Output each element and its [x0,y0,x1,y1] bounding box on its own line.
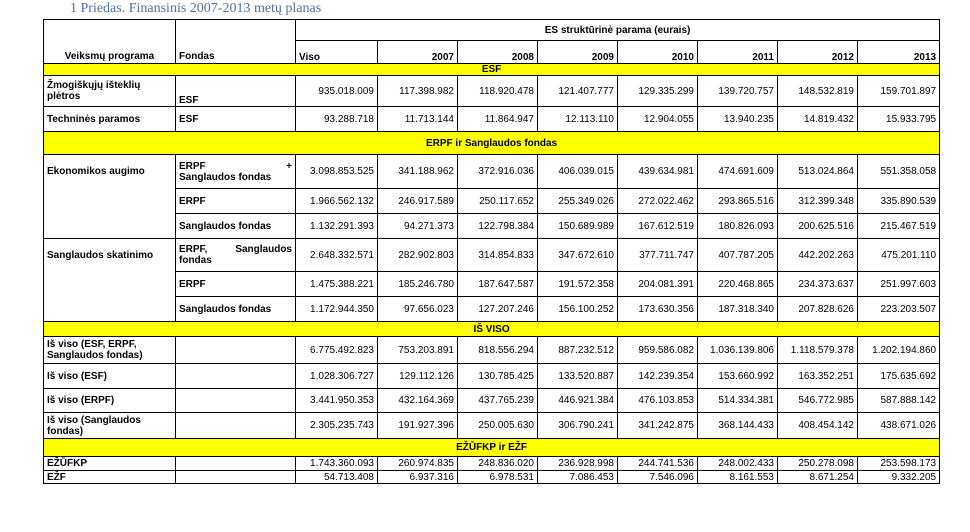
value-cell: 1.475.388.221 [296,272,378,297]
program-cell: Iš viso (ESF) [44,364,176,389]
value-cell: 368.144.433 [698,413,778,439]
value-cell: 236.928.998 [538,457,618,471]
value-cell: 293.865.516 [698,189,778,214]
value-cell: 150.689.989 [538,214,618,239]
fund-part: Sanglaudos [235,244,292,255]
section-esf [44,64,940,76]
value-cell: 133.520.887 [538,364,618,389]
value-cell: 587.888.142 [858,389,940,413]
value-cell: 306.790.241 [538,413,618,439]
value-cell: 175.635.692 [858,364,940,389]
value-cell: 347.672.610 [538,239,618,272]
value-cell: 255.349.026 [538,189,618,214]
page-title: 1 Priedas. Finansinis 2007-2013 metų planas [70,1,322,16]
value-cell: 13.940.235 [698,107,778,132]
table-row [44,272,940,297]
value-cell: 129.112.126 [378,364,458,389]
value-cell: 223.203.507 [858,297,940,322]
fund-cell [176,155,296,189]
value-cell: 148.532.819 [778,76,858,107]
value-cell: 122.798.384 [458,214,538,239]
fund-cell [176,413,296,439]
value-cell: 312.399.348 [778,189,858,214]
value-cell: 408.454.142 [778,413,858,439]
program-cell: Iš viso (ERPF) [44,389,176,413]
section-title: EŽŪFKP ir EŽF [44,439,940,457]
value-cell: 248.836.020 [458,457,538,471]
value-cell: 2.648.332.571 [296,239,378,272]
value-cell: 818.556.294 [458,337,538,364]
fund-part: ERPF [179,160,206,172]
value-cell: 1.028.306.727 [296,364,378,389]
value-cell: 93.288.718 [296,107,378,132]
value-cell: 97.656.023 [378,297,458,322]
value-cell: 446.921.384 [538,389,618,413]
section-erpf [44,132,940,155]
section-title: ESF [44,64,940,76]
fund-cell: Sanglaudos fondas [176,297,296,322]
value-cell: 935.018.009 [296,76,378,107]
fund-part: + [286,160,292,172]
value-cell: 163.352.251 [778,364,858,389]
value-cell: 127.207.246 [458,297,538,322]
program-cell: Iš viso (ESF, ERPF, Sanglaudos fondas) [44,337,176,364]
table-row [44,297,940,322]
fund-cell: ESF [176,107,296,132]
group-header: ES struktūrinė parama (eurais) [296,20,940,41]
value-cell: 246.917.589 [378,189,458,214]
value-cell: 432.164.369 [378,389,458,413]
section-title: ERPF ir Sanglaudos fondas [44,132,940,155]
value-cell: 406.039.015 [538,155,618,189]
year-header: 2011 [698,41,778,64]
year-header: 2009 [538,41,618,64]
value-cell: 6.978.531 [458,471,538,484]
fund-cell [176,457,296,471]
fund-cell [176,364,296,389]
value-cell: 200.625.516 [778,214,858,239]
fund-part: fondas [179,255,212,266]
fund-cell: ERPF [176,272,296,297]
fund-header: Fondas [176,20,296,64]
fund-cell [176,389,296,413]
value-cell: 372.916.036 [458,155,538,189]
value-cell: 407.787.205 [698,239,778,272]
value-cell: 191.572.358 [538,272,618,297]
table-row [44,337,940,364]
table-row [44,239,940,272]
table-row [44,413,940,439]
fund-cell: ESF [176,76,296,107]
value-cell: 250.278.098 [778,457,858,471]
value-cell: 94.271.373 [378,214,458,239]
value-cell: 14.819.432 [778,107,858,132]
value-cell: 139.720.757 [698,76,778,107]
value-cell: 185.246.780 [378,272,458,297]
table-row [44,214,940,239]
year-header: 2013 [858,41,940,64]
program-cell: EŽŪFKP [44,457,176,471]
fund-cell [176,471,296,484]
value-cell: 6.937.316 [378,471,458,484]
value-cell: 234.373.637 [778,272,858,297]
value-cell: 117.398.982 [378,76,458,107]
value-cell: 1.118.579.378 [778,337,858,364]
year-header: 2010 [618,41,698,64]
value-cell: 11.864.947 [458,107,538,132]
value-cell: 173.630.356 [618,297,698,322]
value-cell: 377.711.747 [618,239,698,272]
fund-cell: Sanglaudos fondas [176,214,296,239]
financial-plan-table [43,19,940,484]
value-cell: 341.242.875 [618,413,698,439]
value-cell: 142.239.354 [618,364,698,389]
value-cell: 12.113.110 [538,107,618,132]
value-cell: 118.920.478 [458,76,538,107]
value-cell: 314.854.833 [458,239,538,272]
value-cell: 9.332.205 [858,471,940,484]
value-cell: 187.647.587 [458,272,538,297]
year-header: 2007 [378,41,458,64]
value-cell: 7.086.453 [538,471,618,484]
value-cell: 282.902.803 [378,239,458,272]
year-header: 2008 [458,41,538,64]
fund-cell [176,337,296,364]
value-cell: 887.232.512 [538,337,618,364]
value-cell: 3.441.950.353 [296,389,378,413]
value-cell: 475.201.110 [858,239,940,272]
table-row [44,457,940,471]
program-cell: EŽF [44,471,176,484]
value-cell: 191.927.396 [378,413,458,439]
value-cell: 753.203.891 [378,337,458,364]
value-cell: 153.660.992 [698,364,778,389]
value-cell: 7.546.096 [618,471,698,484]
section-title: IŠ VISO [44,322,940,337]
value-cell: 272.022.462 [618,189,698,214]
value-cell: 12.904.055 [618,107,698,132]
value-cell: 1.202.194.860 [858,337,940,364]
fund-cell [176,239,296,272]
value-cell: 220.468.865 [698,272,778,297]
value-cell: 180.826.093 [698,214,778,239]
value-cell: 121.407.777 [538,76,618,107]
value-cell: 54.713.408 [296,471,378,484]
value-cell: 260.974.835 [378,457,458,471]
value-cell: 167.612.519 [618,214,698,239]
value-cell: 207.828.626 [778,297,858,322]
value-cell: 1.966.562.132 [296,189,378,214]
value-cell: 130.785.425 [458,364,538,389]
total-header: Viso [296,41,378,64]
value-cell: 244.741.536 [618,457,698,471]
program-cell: Techninės paramos [44,107,176,132]
value-cell: 248.002.433 [698,457,778,471]
value-cell: 335.890.539 [858,189,940,214]
value-cell: 1.036.139.806 [698,337,778,364]
value-cell: 439.634.981 [618,155,698,189]
value-cell: 8.161.553 [698,471,778,484]
program-cell: Žmogiškųjų išteklių plėtros [44,76,176,107]
value-cell: 253.598.173 [858,457,940,471]
table-row [44,471,940,484]
value-cell: 15.933.795 [858,107,940,132]
value-cell: 1.172.944.350 [296,297,378,322]
fund-part: ERPF, [179,244,208,255]
value-cell: 514.334.381 [698,389,778,413]
value-cell: 3.098.853.525 [296,155,378,189]
program-header: Veiksmų programa [44,20,176,64]
value-cell: 474.691.609 [698,155,778,189]
value-cell: 1.743.360.093 [296,457,378,471]
value-cell: 513.024.864 [778,155,858,189]
value-cell: 546.772.985 [778,389,858,413]
value-cell: 187.318.340 [698,297,778,322]
value-cell: 341.188.962 [378,155,458,189]
header-row-top [44,20,940,41]
value-cell: 442.202.263 [778,239,858,272]
program-cell: Sanglaudos skatinimo [44,239,176,322]
fund-cell: ERPF [176,189,296,214]
value-cell: 204.081.391 [618,272,698,297]
table-row [44,76,940,107]
value-cell: 129.335.299 [618,76,698,107]
value-cell: 159.701.897 [858,76,940,107]
fund-part: Sanglaudos fondas [179,171,272,183]
value-cell: 2.305.235.743 [296,413,378,439]
program-cell: Iš viso (Sanglaudos fondas) [44,413,176,439]
value-cell: 1.132.291.393 [296,214,378,239]
value-cell: 438.671.026 [858,413,940,439]
section-ezufkp [44,439,940,457]
value-cell: 8.671.254 [778,471,858,484]
value-cell: 11.713.144 [378,107,458,132]
year-header: 2012 [778,41,858,64]
value-cell: 250.117.652 [458,189,538,214]
section-total [44,322,940,337]
value-cell: 476.103.853 [618,389,698,413]
value-cell: 6.775.492.823 [296,337,378,364]
value-cell: 250.005.630 [458,413,538,439]
table-row [44,107,940,132]
value-cell: 215.467.519 [858,214,940,239]
table-row [44,189,940,214]
value-cell: 437.765.239 [458,389,538,413]
value-cell: 251.997.603 [858,272,940,297]
program-cell: Ekonomikos augimo [44,155,176,239]
value-cell: 551.358.058 [858,155,940,189]
value-cell: 959.586.082 [618,337,698,364]
table-row [44,155,940,189]
table-row [44,389,940,413]
table-row [44,364,940,389]
value-cell: 156.100.252 [538,297,618,322]
